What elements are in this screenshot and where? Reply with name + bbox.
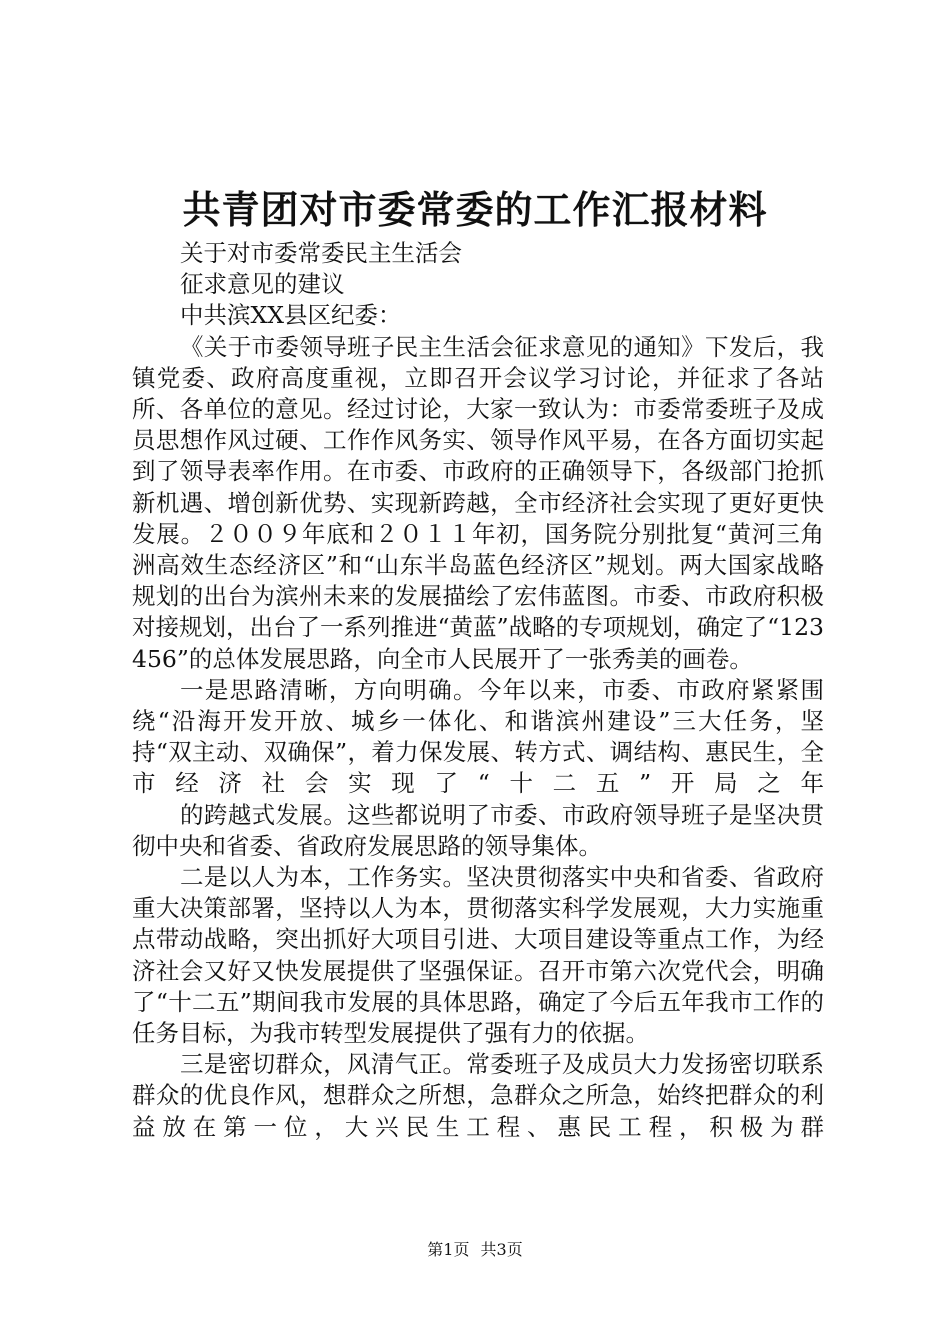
document-body [132, 238, 824, 1143]
paragraph-point-two: 二是以人为本，工作务实。坚决贯彻落实中央和省委、省政府重大决策部署，坚持以人为本，贯彻落实科学发展观，大力实施重点带动战略，突出抓好大项目引进、大项目建设等重点工作，为经济社会又好又快发展提供了坚强保证。召开市第六次党代会，明确了“十二五”期间我市发展的具体思路，确定了今后五年我市工作的任务目标，为我市转型发展提供了强有力的依据。 [132, 863, 824, 1048]
page-number: 第1页 [427, 1240, 470, 1259]
paragraph-point-three: 三是密切群众，风清气正。常委班子及成员大力发扬密切联系群众的优良作风，想群众之所想，急群众之所急，始终把群众的利益放在第一位，大兴民生工程、惠民工程，积极为群 [132, 1050, 824, 1141]
paragraph-intro: 《关于市委领导班子民主生活会征求意见的通知》下发后，我镇党委、政府高度重视，立即召开会议学习讨论，并征求了各站所、各单位的意见。经过讨论，大家一致认为：市委常委班子及成员思想作风过硬、工作作风务实、领导作风平易，在各方面切实起到了领导表率作用。在市委、市政府的正确领导下，各级部门抢抓新机遇、增创新优势、实现新跨越，全市经济社会实现了更好更快发展。２００９年底和２０１１年初，国务院分别批复“黄河三角洲高效生态经济区”和“山东半岛蓝色经济区”规划。两大国家战略规划的出台为滨州未来的发展描绘了宏伟蓝图。市委、市政府积极对接规划，出台了一系列推进“黄蓝”战略的专项规划，确定了“123456”的总体发展思路，向全市人民展开了一张秀美的画卷。 [132, 332, 824, 673]
paragraph-subject-line-2: 征求意见的建议 [180, 270, 345, 299]
document-title: 共青团对市委常委的工作汇报材料 [182, 187, 768, 232]
paragraph-point-one: 一是思路清晰，方向明确。今年以来，市委、市政府紧紧围绕“沿海开发开放、城乡一体化、和谐滨州建设”三大任务，坚持“双主动、双确保”，着力保发展、转方式、调结构、惠民生，全市经济社会实现了“十二五”开局之年 [132, 675, 824, 798]
paragraph-addressee: 中共滨XX县区纪委： [180, 301, 402, 330]
page-total: 共3页 [480, 1240, 523, 1259]
paragraph-subject-line-1: 关于对市委常委民主生活会 [180, 239, 462, 267]
page-footer [0, 1240, 950, 1260]
paragraph-point-one-continued: 的跨越式发展。这些都说明了市委、市政府领导班子是坚决贯彻中央和省委、省政府发展思路的领导集体。 [132, 800, 824, 860]
